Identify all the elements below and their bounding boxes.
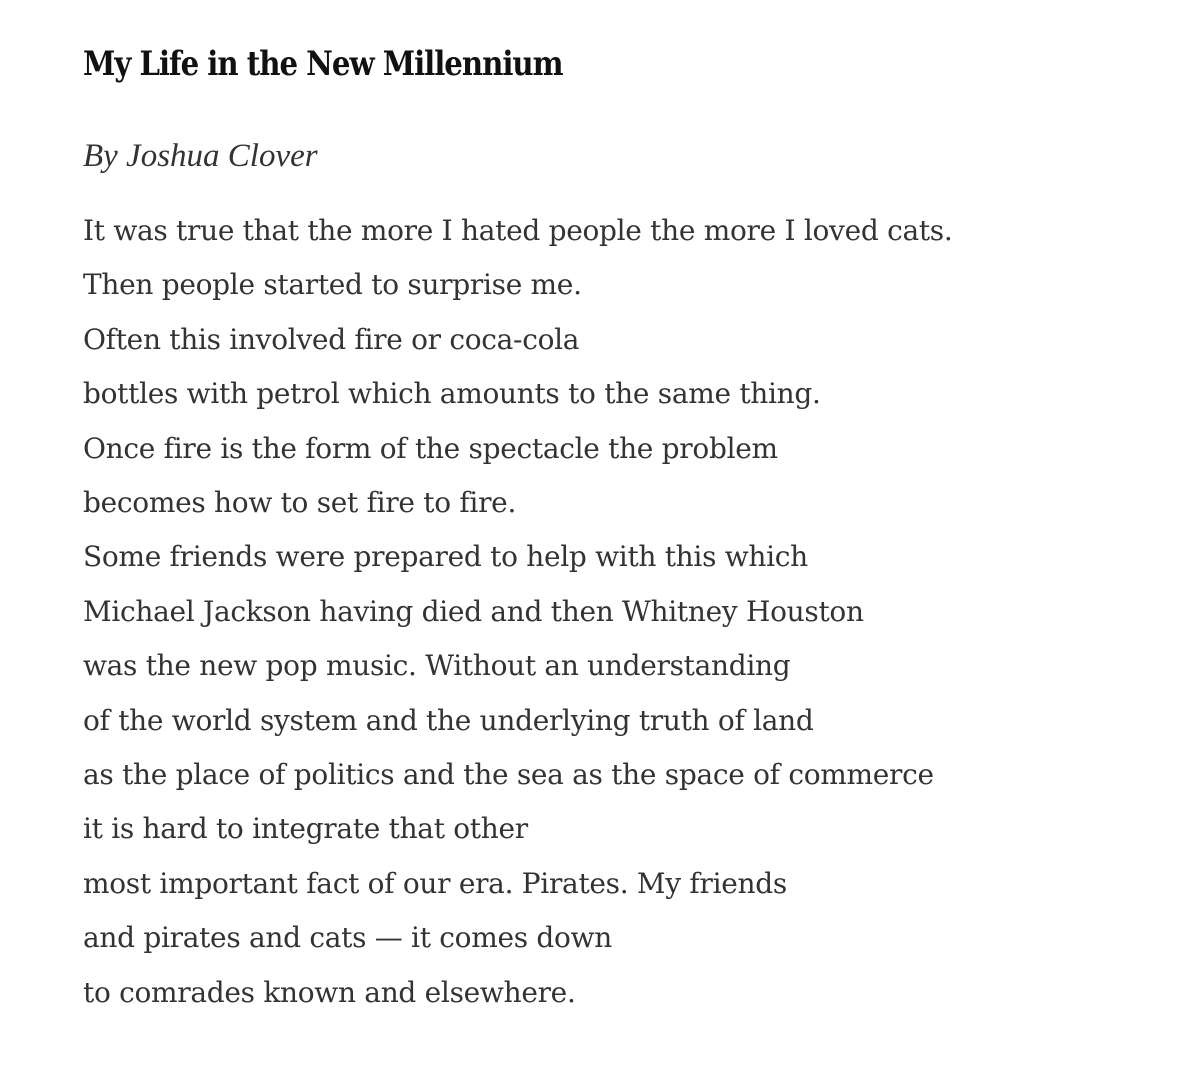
poem-line: it is hard to integrate that other	[83, 812, 528, 846]
poem-line: Then people started to surprise me.	[83, 268, 582, 302]
poem-title: My Life in the New Millennium	[83, 44, 563, 84]
poem-line: to comrades known and elsewhere.	[83, 975, 576, 1009]
poem-line: Often this involved fire or coca-cola	[83, 322, 580, 356]
poem-line: bottles with petrol which amounts to the same thing.	[83, 377, 821, 411]
poem-line: as the place of politics and the sea as the space of commerce	[83, 758, 934, 792]
poem-line: It was true that the more I hated people the more I loved cats.	[83, 214, 953, 247]
poem-line: Michael Jackson having died and then Whitney Houston	[83, 594, 864, 628]
poem-line: most important fact of our era. Pirates. My friends	[83, 866, 787, 900]
poem-line: was the new pop music. Without an understanding	[83, 649, 791, 683]
poem-article	[83, 40, 1183, 1020]
poem-line: of the world system and the underlying truth of land	[83, 703, 814, 737]
poem-line: Once fire is the form of the spectacle the problem	[83, 431, 778, 465]
poem-byline: By Joshua Clover	[83, 138, 318, 174]
poem-body	[83, 204, 1183, 1020]
poem-line: Some friends were prepared to help with this which	[83, 540, 808, 574]
poem-line: becomes how to set fire to fire.	[83, 486, 517, 520]
poem-line: and pirates and cats — it comes down	[83, 921, 612, 955]
